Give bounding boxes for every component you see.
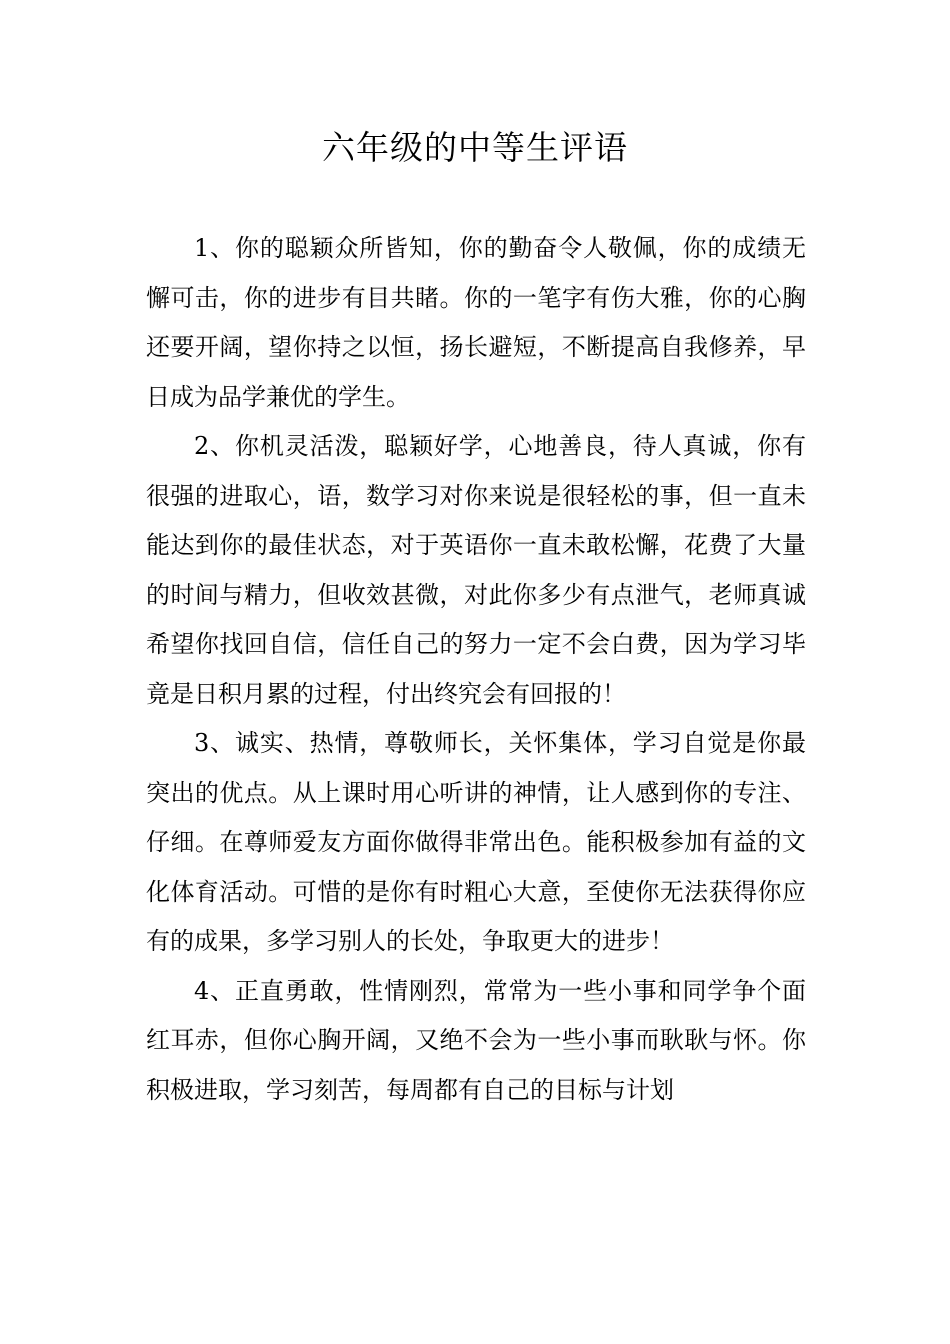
comment-paragraph-3: 3、诚实、热情，尊敬师长，关怀集体，学习自觉是你最突出的优点。从上课时用心听讲的神情，让人感到你的专注、仔细。在尊师爱友方面你做得非常出色。能积极参加有益的文化体育活动。可惜的是你有时粗心大意，至使你无法获得你应有的成果，多学习别人的长处，争取更大的进步！ xyxy=(146,729,806,955)
comment-paragraph-1: 1、你的聪颖众所皆知，你的勤奋令人敬佩，你的成绩无懈可击，你的进步有目共睹。你的一笔字有伤大雅，你的心胸还要开阔，望你持之以恒，扬长避短，不断提高自我修养，早日成为品学兼优的学生。 xyxy=(146,234,806,411)
document-title: 六年级的中等生评语 xyxy=(322,128,628,167)
document-body xyxy=(146,224,806,1115)
comment-paragraph-2: 2、你机灵活泼，聪颖好学，心地善良，待人真诚，你有很强的进取心，语，数学习对你来说是很轻松的事，但一直未能达到你的最佳状态，对于英语你一直未敢松懈，花费了大量的时间与精力，但收效甚微，对此你多少有点泄气，老师真诚希望你找回自信，信任自己的努力一定不会白费，因为学习毕竟是日积月累的过程，付出终究会有回报的！ xyxy=(146,432,806,708)
comment-paragraph-4: 4、正直勇敢，性情刚烈，常常为一些小事和同学争个面红耳赤，但你心胸开阔，又绝不会为一些小事而耿耿与怀。你积极进取，学习刻苦，每周都有自己的目标与计划 xyxy=(146,976,806,1104)
